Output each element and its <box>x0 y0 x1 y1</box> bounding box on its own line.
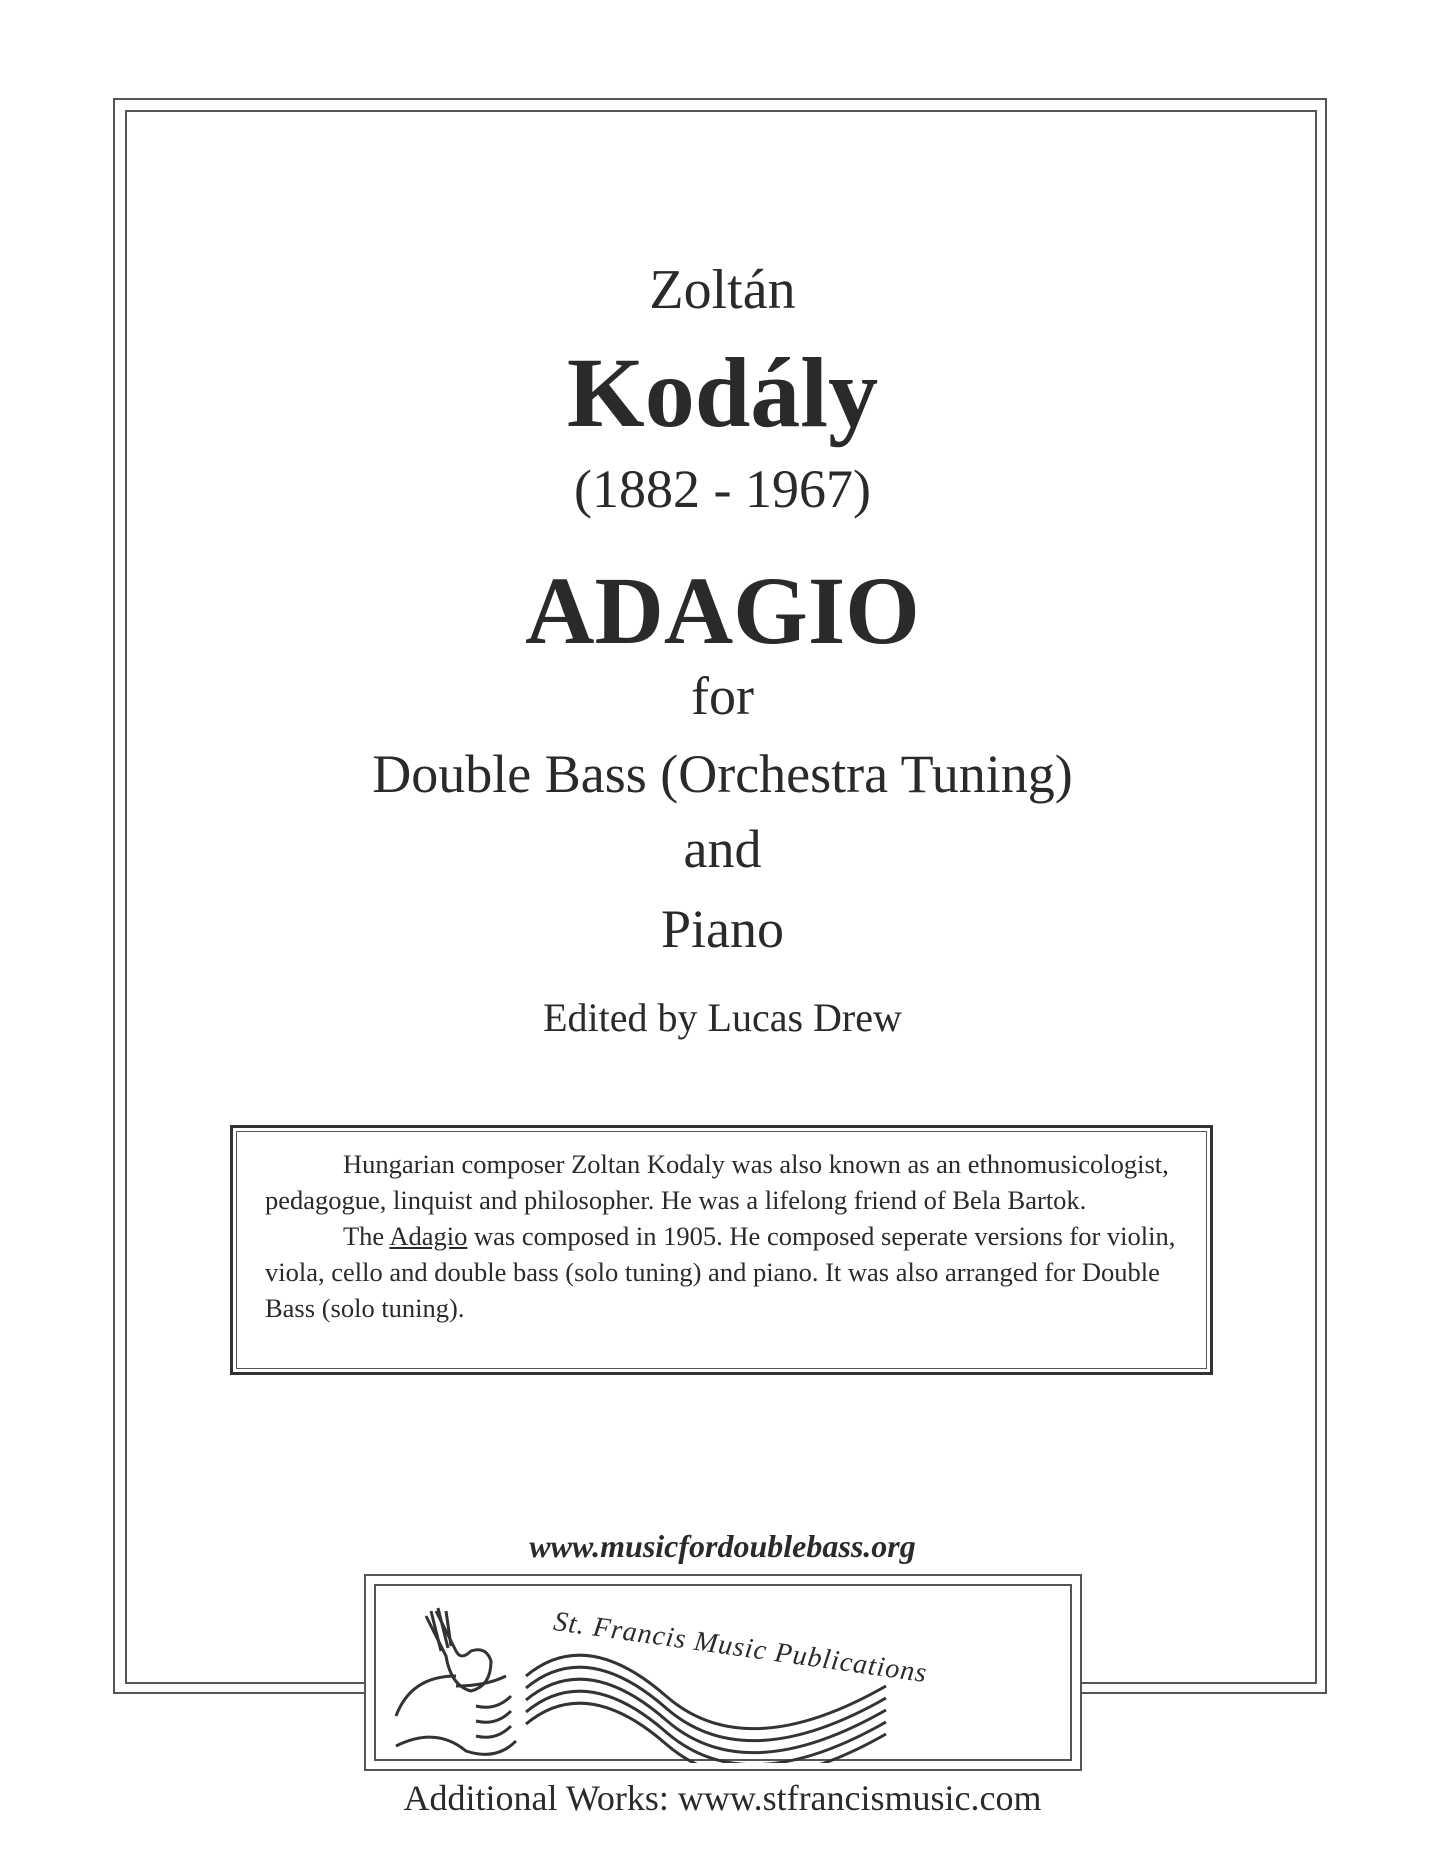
note-text: The <box>343 1221 390 1251</box>
instrumentation: Double Bass (Orchestra Tuning) <box>372 744 1073 804</box>
and-label: and <box>683 819 762 879</box>
note-paragraph-1: Hungarian composer Zoltan Kodaly was also known as an ethnomusicologist, pedagogue, linquist and philosopher. He was a lifelong friend of Bela Bartok. <box>265 1149 1169 1215</box>
publisher-logo <box>364 1574 1082 1771</box>
composer-last-name: Kodály <box>566 337 879 448</box>
composer-first-name: Zoltán <box>649 259 796 321</box>
editor-credit: Edited by Lucas Drew <box>543 995 902 1040</box>
website-link[interactable]: www.musicfordoublebass.org <box>529 1528 916 1564</box>
publisher-logo-text: St. Francis Music Publications <box>551 1606 930 1690</box>
dove-and-waves-icon <box>376 1586 1072 1763</box>
work-title-underlined: Adagio <box>389 1221 468 1251</box>
additional-works-link[interactable]: Additional Works: www.stfrancismusic.com <box>403 1778 1042 1818</box>
note-text: was composed in 1905. He composed seperate versions for violin, viola, cello and double bass (solo tuning) and piano. It was also arranged for Double Bass (solo tuning). <box>265 1221 1176 1323</box>
composer-dates: (1882 - 1967) <box>574 459 871 519</box>
program-note-box <box>230 1125 1213 1375</box>
for-label: for <box>691 666 754 726</box>
second-instrument: Piano <box>660 899 784 959</box>
work-title: ADAGIO <box>525 557 920 664</box>
note-paragraph-2 <box>265 1218 1186 1326</box>
